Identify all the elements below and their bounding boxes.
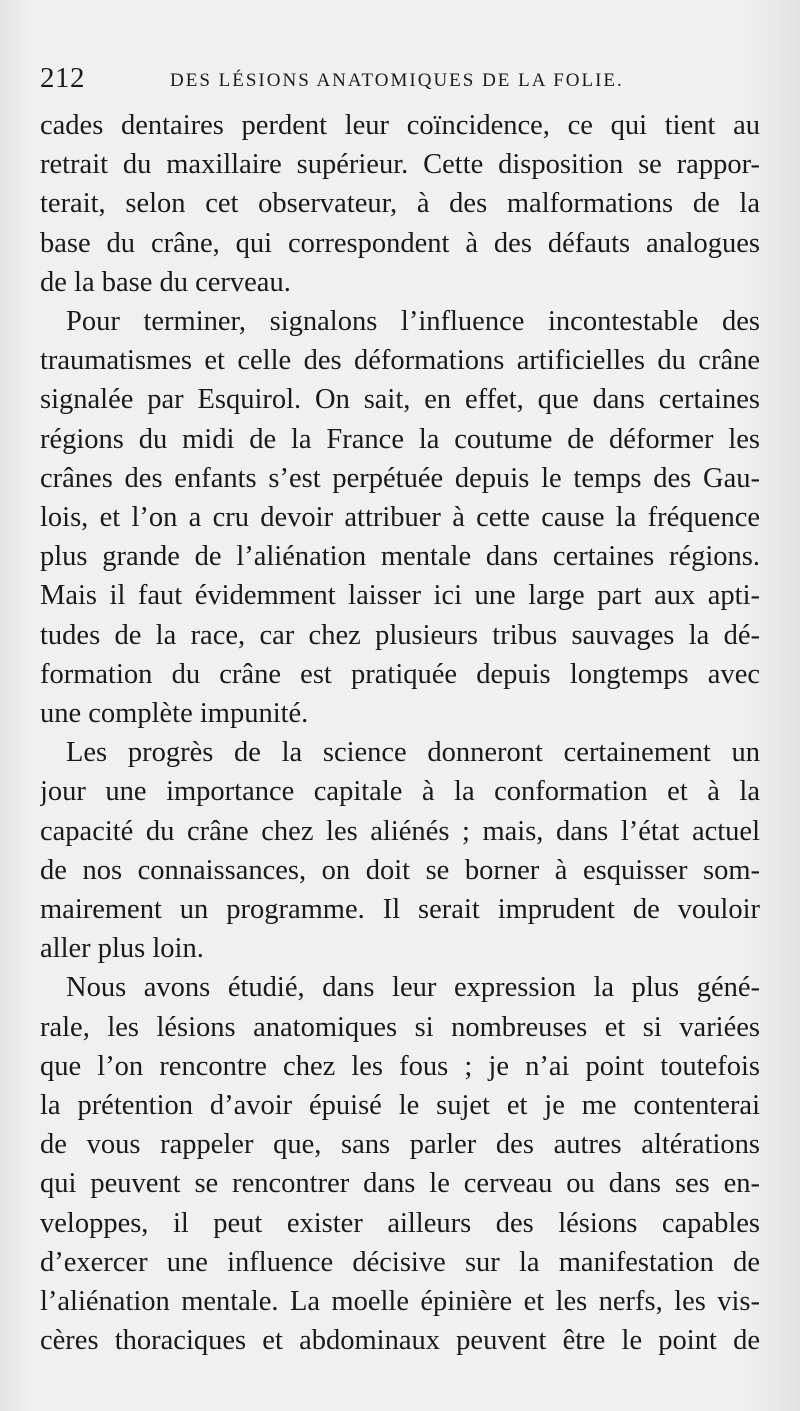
text-line: cades dentaires perdent leur coïncidence, ce qui tient au xyxy=(40,110,760,141)
text-line: la prétention d’avoir épuisé le sujet et je me contenterai xyxy=(40,1090,760,1122)
text-line: terait, selon cet observateur, à des malformations de la xyxy=(40,188,760,220)
text-line: jour une importance capitale à la conformation et à la xyxy=(40,776,760,808)
text-line: formation du crâne est pratiquée depuis longtemps avec xyxy=(40,658,760,690)
text-line: que l’on rencontre chez les fous ; je n’ai point toutefois xyxy=(40,1050,760,1082)
text-line: rale, les lésions anatomiques si nombreuses et si variées xyxy=(40,1011,760,1043)
text-line: crânes des enfants s’est perpétuée depuis le temps des Gau- xyxy=(40,462,760,494)
text-line: Mais il faut évidemment laisser ici une large part aux apti- xyxy=(40,580,760,612)
text-line: base du crâne, qui correspondent à des défauts analogues xyxy=(40,227,760,259)
text-line: signalée par Esquirol. On sait, en effet, que dans certaines xyxy=(40,384,760,416)
running-title: DES LÉSIONS ANATOMIQUES DE LA FOLIE. xyxy=(170,70,624,91)
text-line: de la base du cerveau. xyxy=(40,266,291,298)
text-line: Pour terminer, signalons l’influence incontestable des xyxy=(66,306,760,338)
text-line: Nous avons étudié, dans leur expression la plus géné- xyxy=(66,972,760,1004)
text-line: cères thoraciques et abdominaux peuvent être le point de xyxy=(40,1325,760,1357)
text-line: lois, et l’on a cru devoir attribuer à cette cause la fréquence xyxy=(40,502,760,534)
paragraph xyxy=(40,733,760,968)
page-number: 212 xyxy=(40,62,85,94)
text-line: tudes de la race, car chez plusieurs tribus sauvages la dé- xyxy=(40,619,760,651)
text-line: l’aliénation mentale. La moelle épinière et les nerfs, les vis- xyxy=(40,1286,760,1318)
text-line: de nos connaissances, on doit se borner à esquisser som- xyxy=(40,854,760,886)
body-text xyxy=(40,106,760,1361)
text-line: de vous rappeler que, sans parler des autres altérations xyxy=(40,1129,760,1161)
paragraph xyxy=(40,968,760,1360)
paragraph-continuation xyxy=(40,106,760,302)
text-line: une complète impunité. xyxy=(40,698,309,730)
text-line: aller plus loin. xyxy=(40,933,204,965)
paragraph xyxy=(40,302,760,733)
text-line: mairement un programme. Il serait imprudent de vouloir xyxy=(40,894,760,926)
text-line: retrait du maxillaire supérieur. Cette disposition se rappor- xyxy=(40,149,760,181)
text-line: qui peuvent se rencontrer dans le cerveau ou dans ses en- xyxy=(40,1168,760,1200)
text-line: veloppes, il peut exister ailleurs des lésions capables xyxy=(40,1207,760,1239)
text-line: plus grande de l’aliénation mentale dans certaines régions. xyxy=(40,541,760,573)
text-line: d’exercer une influence décisive sur la manifestation de xyxy=(40,1246,760,1278)
text-line: Les progrès de la science donneront certainement un xyxy=(66,737,760,769)
text-line: traumatismes et celle des déformations artificielles du crâne xyxy=(40,345,760,377)
text-line: régions du midi de la France la coutume de déformer les xyxy=(40,423,760,455)
running-header xyxy=(40,62,762,102)
text-line: capacité du crâne chez les aliénés ; mais, dans l’état actuel xyxy=(40,815,760,847)
